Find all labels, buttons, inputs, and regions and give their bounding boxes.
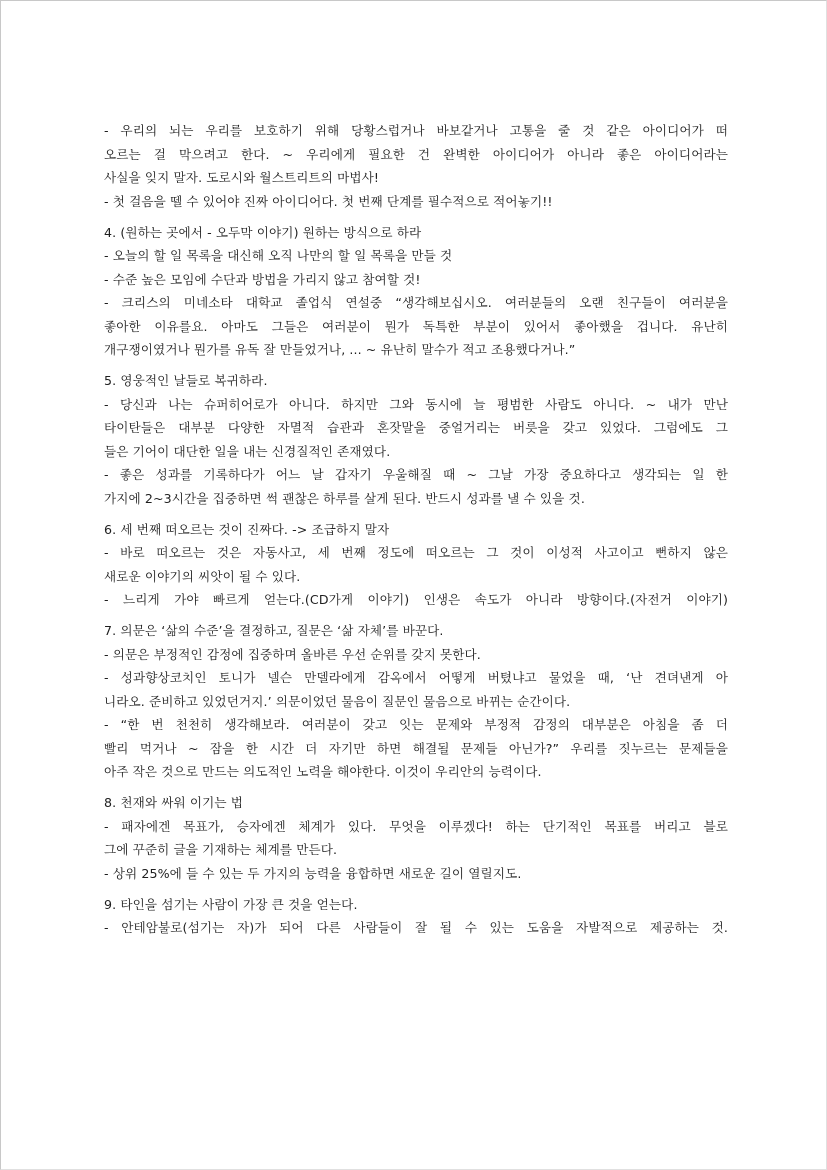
text-line: - 수준 높은 모임에 수단과 방법을 가리지 않고 참여할 것! [104, 271, 421, 287]
text-line: 새로운 이야기의 씨앗이 될 수 있다. [104, 568, 301, 584]
section-heading: 7. 의문은 ‘삶의 수준’을 결정하고, 질문은 ‘삶 자체’를 바꾼다. [104, 623, 444, 638]
text-line: - 안테암불로(섬기는 자)가 되어 다른 사람들이 잘 될 수 있는 도움을 자발적으로 제공하는 것. [104, 920, 728, 935]
text-line: - “한 번 천천히 생각해보라. 여러분이 갖고 잇는 문제와 부정적 감정의 대부분은 아침을 좀 더 [104, 717, 728, 732]
text-line: 좋아한 이유를요. 아마도 그들은 여러분이 뭔가 독특한 부분이 있어서 좋아했을 겁니다. 유난히 [104, 318, 728, 334]
section-heading: 9. 타인을 섬기는 사람이 가장 큰 것을 얻는다. [104, 896, 358, 912]
paragraph-gap [104, 362, 728, 370]
section-heading: 5. 영웅적인 날들로 복귀하라. [104, 373, 268, 388]
text-line: 그에 꾸준히 글을 기재하는 체계를 만든다. [104, 842, 338, 857]
text-line: - 크리스의 미네소타 대학교 졸업식 연설중 “생각해보십시오. 여러분들의 오랜 친구들이 여러분을 [104, 295, 728, 310]
text-line: 타이탄들은 대부분 다양한 자멸적 습관과 혼잣말을 중얼거리는 버릇을 갖고 있었다. 그럼에도 그 [104, 420, 728, 435]
text-line: 개구쟁이였거나 뭔가를 유독 잘 만들었거나, ... ~ 유난히 말수가 적고 조용했다거나.” [104, 342, 576, 357]
document-body [104, 119, 728, 940]
text-line: - 우리의 뇌는 우리를 보호하기 위해 당황스럽거나 바보같거나 고통을 줄 것 같은 아이디어가 떠 [104, 123, 728, 138]
text-line: 사실을 잊지 말자. 도로시와 월스트리트의 마법사! [104, 170, 380, 185]
text-line: - 오늘의 할 일 목록을 대신해 오직 나만의 할 일 목록을 만들 것 [104, 248, 453, 263]
text-line: - 당신과 나는 슈퍼히어로가 아니다. 하지만 그와 동시에 늘 평범한 사람도 아니다. ~ 내가 만난 [104, 396, 728, 412]
text-line: 가지에 2~3시간을 집중하면 썩 괜찮은 하루를 살게 된다. 반드시 성과를 낼 수 있을 것. [104, 490, 585, 506]
text-line: - 첫 걸음을 뗄 수 있어야 진짜 아이디어다. 첫 번째 단계를 필수적으로 적어놓기!! [104, 193, 553, 209]
paragraph-gap [104, 213, 728, 221]
text-line: 아주 작은 것으로 만드는 의도적인 노력을 해야한다. 이것이 우리안의 능력이다. [104, 764, 542, 779]
text-line: - 느리게 가야 빠르게 얻는다.(CD가게 이야기) 인생은 속도가 아니라 방향이다.(자전거 이야기) [104, 592, 728, 607]
text-line: - 패자에겐 목표가, 승자에겐 체계가 있다. 무엇을 이루겠다! 하는 단기적인 목표를 버리고 블로 [104, 818, 728, 834]
section-heading: 6. 세 번째 떠오르는 것이 진짜다. -> 조급하지 말자 [104, 521, 390, 537]
section-heading: 8. 천재와 싸워 이기는 법 [104, 795, 244, 810]
text-line: - 바로 떠오르는 것은 자동사고, 세 번째 정도에 떠오르는 그 것이 이성적 사고이고 뻔하지 않은 [104, 545, 728, 560]
paragraph-gap [104, 612, 728, 620]
text-line: 빨리 먹거나 ~ 잠을 한 시간 더 자기만 하면 해결될 문제들 아닌가?” 우리를 짓누르는 문제들을 [104, 740, 728, 756]
paragraph-gap [104, 510, 728, 518]
text-line: 오르는 걸 막으려고 한다. ~ 우리에게 필요한 건 완벽한 아이디어가 아니라 좋은 아이디어라는 [104, 146, 728, 162]
section-heading: 4. (원하는 곳에서 - 오두막 이야기) 원하는 방식으로 하라 [104, 224, 422, 240]
text-line: - 성과향상코치인 토니가 넬슨 만델라에게 감옥에서 어떻게 버텼냐고 물었을 때, ‘난 견뎌낸게 아 [104, 670, 728, 685]
text-line: - 좋은 성과를 기록하다가 어느 날 갑자기 우울해질 때 ~ 그날 가장 중요하다고 생각되는 일 한 [104, 467, 728, 482]
text-line: - 상위 25%에 들 수 있는 두 가지의 능력을 융합하면 새로운 길이 열릴지도. [104, 865, 522, 881]
paragraph-gap [104, 784, 728, 792]
text-line: - 의문은 부정적인 감정에 집중하며 올바른 우선 순위를 갖지 못한다. [104, 646, 481, 662]
paragraph-gap [104, 885, 728, 893]
text-line: 들은 기어이 대단한 일을 내는 신경질적인 존재였다. [104, 443, 391, 459]
text-line: 니라오. 준비하고 있었던거지.’ 의문이었던 물음이 질문인 물음으로 바뀌는 순간이다. [104, 693, 571, 709]
